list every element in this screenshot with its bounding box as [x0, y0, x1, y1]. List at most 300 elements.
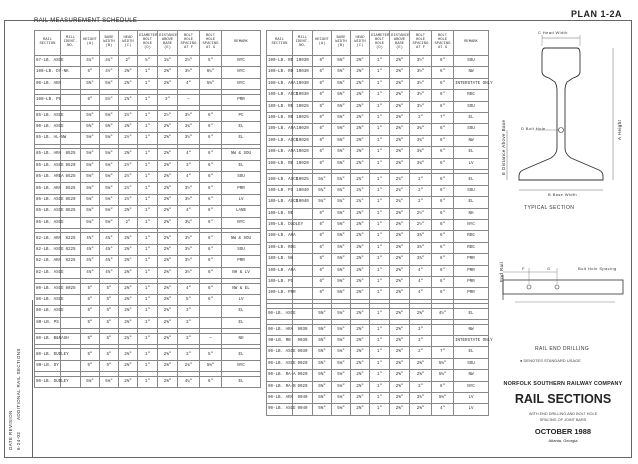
table-cell — [432, 324, 454, 335]
table-cell: 3" — [410, 324, 432, 335]
table-cell: 100-LB. RE — [267, 101, 293, 112]
table-cell: 2⅝" — [119, 78, 138, 89]
table-row — [267, 358, 489, 369]
table-cell: 4¼" — [81, 56, 100, 67]
table-row — [267, 265, 489, 276]
table-cell: 6" — [313, 56, 332, 67]
table-cell: 2⅜" — [119, 349, 138, 360]
table-cell: 1" — [138, 360, 158, 371]
rail-profile — [519, 48, 603, 180]
table-cell: 5⅜" — [332, 78, 351, 89]
table-cell: 1" — [138, 217, 158, 228]
table-cell: 3½" — [178, 233, 200, 244]
table-cell: 80-LB. PS — [35, 317, 61, 328]
table-cell: 2⅝" — [158, 78, 178, 89]
schedule-title: RAIL MEASUREMENT SCHEDULE — [34, 18, 138, 24]
table-cell: 6" — [200, 110, 222, 121]
table-cell: NW — [454, 67, 489, 78]
table-cell: 2⅜" — [119, 244, 138, 255]
table-cell: 5⅛" — [100, 149, 119, 160]
table-cell: 1" — [138, 121, 158, 132]
table-cell: 1" — [138, 233, 158, 244]
table-cell: EL — [222, 306, 261, 317]
table-cell: 2⅝" — [351, 347, 370, 358]
table-cell: 2¾" — [119, 333, 138, 344]
table-cell: 1" — [138, 110, 158, 121]
table-cell: 5⅜" — [332, 90, 351, 101]
table-cell: 5⅜" — [100, 121, 119, 132]
table-cell: 9040 — [293, 404, 313, 415]
table-cell: 1" — [370, 67, 390, 78]
table-cell: 3¾" — [410, 124, 432, 135]
table-cell: 2⅝" — [390, 90, 410, 101]
table-cell: 5" — [81, 349, 100, 360]
table-cell: 1" — [138, 267, 158, 278]
table-cell: 5" — [178, 294, 200, 305]
table-cell: 2⅝" — [351, 208, 370, 219]
table-cell: 5⅝" — [313, 335, 332, 346]
table-cell: 2" — [410, 185, 432, 196]
table-cell: 8225 — [61, 244, 81, 255]
table-cell: 5" — [81, 306, 100, 317]
table-cell: 5⅛" — [81, 160, 100, 171]
table-cell: 90-LB. RB — [267, 335, 293, 346]
table-cell: 100-LB. RB — [267, 112, 293, 123]
table-cell: 8520 — [61, 194, 81, 205]
table-cell: 6" — [432, 276, 454, 287]
table-cell: 2⅝" — [119, 149, 138, 160]
table-cell: 5" — [100, 333, 119, 344]
label-distance-above-base: E Distance Above Base — [501, 119, 506, 175]
table-cell: 6" — [313, 78, 332, 89]
table-cell: 90-LB. ASCE — [267, 404, 293, 415]
table-cell: 100-LB. ARA — [267, 231, 293, 242]
table-cell: 8525 — [61, 149, 81, 160]
table-cell: 6" — [200, 133, 222, 144]
table-cell: 2⅝" — [158, 217, 178, 228]
table-cell: 2¾" — [351, 185, 370, 196]
table-cell: 1" — [138, 283, 158, 294]
table-cell: NW & EL — [222, 283, 261, 294]
table-cell: 6" — [200, 206, 222, 217]
table-cell: 5⅜" — [332, 208, 351, 219]
table-cell: 10025 — [293, 112, 313, 123]
table-cell: 9030 — [293, 335, 313, 346]
table-cell: 1" — [138, 149, 158, 160]
table-cell: EL — [454, 308, 489, 319]
table-cell: 85-LB. ASCE — [35, 217, 61, 228]
table-cell: 2⅜" — [410, 404, 432, 415]
table-cell: 2⅝" — [390, 392, 410, 403]
table-cell: 3½" — [410, 67, 432, 78]
table-row — [267, 208, 489, 219]
table-cell: 5" — [100, 317, 119, 328]
table-cell: 5⅛" — [332, 392, 351, 403]
table-row — [267, 185, 489, 196]
table-cell: 3⅞" — [410, 392, 432, 403]
column-header: DISTANCE ABOVE BASE (E) — [390, 31, 410, 56]
table-cell: 6" — [200, 149, 222, 160]
table-cell: 5" — [81, 333, 100, 344]
table-cell: 6" — [200, 376, 222, 387]
table-cell: 85-LB. AL-NW — [35, 133, 61, 144]
table-cell: 5½" — [100, 94, 119, 105]
column-header: REMARK — [454, 31, 489, 56]
table-cell: 6" — [200, 233, 222, 244]
table-cell — [61, 94, 81, 105]
table-cell: 2⅝" — [351, 242, 370, 253]
table-cell: 80-LB. ASCE — [35, 306, 61, 317]
table-cell: 5⅛" — [100, 217, 119, 228]
table-cell: 5" — [100, 349, 119, 360]
table-row — [35, 306, 261, 317]
table-cell: 2⅜" — [158, 360, 178, 371]
table-cell: 100-LB. ARA — [267, 265, 293, 276]
table-cell: 2⅝" — [158, 121, 178, 132]
table-cell: 2⅜" — [119, 267, 138, 278]
rail-end-drilling-figure — [495, 250, 625, 340]
table-cell: 85-LB. ASCE — [35, 206, 61, 217]
table-cell: NYC — [222, 56, 261, 67]
table-cell: 2⅝" — [390, 254, 410, 265]
table-cell: 2⅝" — [390, 124, 410, 135]
table-cell: 1" — [138, 256, 158, 267]
table-cell: 1" — [138, 160, 158, 171]
table-cell: 2⅝" — [390, 276, 410, 287]
table-cell: 2¾" — [390, 185, 410, 196]
table-cell: 2⅝" — [390, 112, 410, 123]
table-row — [267, 308, 489, 319]
table-cell: 90-LB. ARA — [35, 78, 61, 89]
table-cell: 6" — [313, 67, 332, 78]
table-cell: 5" — [200, 349, 222, 360]
table-cell: 2½" — [119, 172, 138, 183]
table-row — [35, 149, 261, 160]
table-cell: EL — [222, 349, 261, 360]
table-cell: 5⅝" — [313, 347, 332, 358]
label-f: F — [522, 266, 525, 271]
table-row — [35, 233, 261, 244]
table-cell: 5⅛" — [100, 78, 119, 89]
table-cell: 9040 — [293, 392, 313, 403]
table-cell: 10030 — [293, 56, 313, 67]
label-bolt-hole: D Bolt Hole — [521, 126, 546, 131]
table-cell: 85-LB. ASCE — [35, 110, 61, 121]
table-cell: 5⅛" — [81, 206, 100, 217]
table-cell: 10020 — [293, 124, 313, 135]
table-cell: 3½" — [178, 67, 200, 78]
table-cell: 9030 — [293, 347, 313, 358]
table-row — [267, 381, 489, 392]
table-cell: 5⅛" — [332, 370, 351, 381]
table-row — [35, 376, 261, 387]
table-cell: EL — [454, 347, 489, 358]
table-cell: 5⅜" — [332, 276, 351, 287]
table-cell — [200, 94, 222, 105]
label-g: G — [547, 266, 551, 271]
table-row — [35, 217, 261, 228]
table-cell: PC — [222, 110, 261, 121]
table-cell: 5⅝" — [313, 381, 332, 392]
table-cell: 5" — [81, 317, 100, 328]
table-cell: 3" — [158, 94, 178, 105]
table-cell: 5⅜" — [332, 265, 351, 276]
table-cell: 100-LB. PS — [35, 94, 61, 105]
table-row — [35, 56, 261, 67]
table-cell: 1¾" — [158, 56, 178, 67]
table-cell: 2⅝" — [158, 149, 178, 160]
table-cell — [293, 276, 313, 287]
table-cell: 4⅞" — [81, 267, 100, 278]
table-cell: 82-LB. ASCE — [35, 244, 61, 255]
table-cell: 2½" — [119, 183, 138, 194]
table-cell: 2⅝" — [351, 112, 370, 123]
table-cell: 1" — [370, 404, 390, 415]
table-cell: 5" — [200, 56, 222, 67]
table-cell: 2¾" — [351, 197, 370, 208]
table-cell: 5⅛" — [200, 78, 222, 89]
table-cell: 2¾" — [178, 360, 200, 371]
table-cell: 5" — [81, 294, 100, 305]
table-cell: 5⅛" — [100, 160, 119, 171]
schedule-header-row — [35, 31, 261, 56]
table-cell: 90-LB. ASCE — [267, 358, 293, 369]
table-cell: PRR — [454, 265, 489, 276]
table-cell: NW — [454, 135, 489, 146]
table-cell: 5⅜" — [332, 56, 351, 67]
table-cell: 6" — [313, 147, 332, 158]
table-cell: 4⅞" — [100, 233, 119, 244]
table-cell: LANE — [222, 206, 261, 217]
table-cell: 5⅜" — [332, 288, 351, 299]
table-cell: 2" — [119, 217, 138, 228]
table-cell: 1" — [138, 206, 158, 217]
table-cell: 5" — [100, 306, 119, 317]
table-cell: NYC — [222, 78, 261, 89]
table-row — [267, 370, 489, 381]
table-cell: 2¾" — [390, 174, 410, 185]
table-cell: 2⅝" — [158, 172, 178, 183]
table-cell: 85-LB. ASCE — [35, 194, 61, 205]
table-cell: RDG — [454, 90, 489, 101]
table-cell: 85-LB. AREA — [35, 172, 61, 183]
table-cell: 2⅝" — [390, 147, 410, 158]
table-cell: 2⅝" — [351, 56, 370, 67]
table-cell: 1" — [138, 183, 158, 194]
table-cell: 2⅝" — [158, 206, 178, 217]
table-cell: 1" — [370, 101, 390, 112]
table-cell: 5⅜" — [332, 219, 351, 230]
table-cell: 2⅝" — [390, 135, 410, 146]
table-cell: 1" — [370, 185, 390, 196]
table-cell: 5⅛" — [100, 194, 119, 205]
table-cell: 2½" — [119, 133, 138, 144]
revision-header: DATE REVISION — [8, 410, 13, 450]
document-city: Atlanta, Georgia — [548, 438, 578, 443]
column-header: DIAMETER BOLT HOLE (D) — [138, 31, 158, 56]
table-cell: 100-LB. RE — [267, 158, 293, 169]
table-cell: 5⅜" — [332, 147, 351, 158]
table-cell: 2⅝" — [158, 133, 178, 144]
table-cell: 6" — [313, 276, 332, 287]
schedule-body-right — [267, 56, 493, 416]
column-header: BASE WIDTH (B) — [100, 31, 119, 56]
table-cell: 1" — [138, 333, 158, 344]
table-row — [35, 256, 261, 267]
table-cell: 10020 — [293, 147, 313, 158]
table-cell: 3½" — [178, 183, 200, 194]
table-cell: 2⅝" — [351, 335, 370, 346]
table-cell: 10030 — [293, 67, 313, 78]
table-cell: 3½" — [178, 256, 200, 267]
table-cell: 2⅝" — [119, 67, 138, 78]
column-header: REMARK — [222, 31, 261, 56]
table-cell: 2" — [119, 56, 138, 67]
table-cell: 5⅛" — [432, 370, 454, 381]
table-row — [267, 147, 489, 158]
document-title: RAIL SECTIONS — [514, 392, 612, 406]
table-cell: 2⅜" — [158, 256, 178, 267]
table-cell: 5¾" — [313, 185, 332, 196]
rail-schedule-right — [266, 30, 493, 416]
table-row — [267, 67, 489, 78]
table-row — [35, 349, 261, 360]
table-cell: 6" — [200, 283, 222, 294]
table-cell: 5" — [100, 294, 119, 305]
table-cell: 3¾" — [410, 147, 432, 158]
table-cell: 6" — [200, 244, 222, 255]
table-row — [35, 206, 261, 217]
table-cell: 5⅛" — [332, 404, 351, 415]
table-row — [267, 158, 489, 169]
table-cell: 2⅝" — [351, 101, 370, 112]
table-cell: 1" — [370, 147, 390, 158]
table-cell: 6" — [432, 208, 454, 219]
table-cell: 5⅝" — [313, 308, 332, 319]
table-row — [267, 56, 489, 67]
table-row — [35, 283, 261, 294]
table-cell: 2⅝" — [351, 288, 370, 299]
table-cell: 82-LB. ARA — [35, 256, 61, 267]
table-cell: 2⅝" — [158, 194, 178, 205]
table-cell: 2⅝" — [390, 242, 410, 253]
table-cell: 6" — [432, 101, 454, 112]
table-cell: 1" — [370, 112, 390, 123]
table-cell: 1" — [138, 94, 158, 105]
table-cell: 4¼" — [178, 376, 200, 387]
table-cell: 1" — [138, 244, 158, 255]
table-cell: 5⅛" — [200, 360, 222, 371]
table-cell — [432, 335, 454, 346]
table-cell: 6" — [200, 294, 222, 305]
table-cell: 9020 — [293, 358, 313, 369]
column-header: BASE WIDTH (B) — [332, 31, 351, 56]
label-head-width: C Head Width — [538, 30, 568, 35]
table-cell: 90-LB. RA-B — [267, 381, 293, 392]
table-row — [267, 135, 489, 146]
table-cell: 100-LB. ASCE — [267, 135, 293, 146]
table-cell — [61, 78, 81, 89]
table-cell: 2⅜" — [119, 306, 138, 317]
table-cell: 100-LB. DUDLEY — [267, 219, 293, 230]
table-cell: 2¾" — [351, 174, 370, 185]
table-row — [35, 294, 261, 305]
table-cell: NYC — [454, 381, 489, 392]
table-cell: 5⅛" — [81, 376, 100, 387]
schedule-body-left — [35, 56, 261, 388]
table-cell: 1" — [138, 78, 158, 89]
table-cell: 85-LB. ASCE — [35, 160, 61, 171]
table-cell: EL — [222, 133, 261, 144]
table-cell: 5⅛" — [332, 335, 351, 346]
table-cell: 90-LB. ASCE — [267, 347, 293, 358]
table-cell: NH & LV — [222, 267, 261, 278]
table-cell: 2⅜" — [119, 317, 138, 328]
table-cell: 8025 — [61, 283, 81, 294]
table-row — [35, 183, 261, 194]
table-cell: 1" — [370, 347, 390, 358]
table-cell: 6" — [313, 208, 332, 219]
table-cell: 1" — [138, 349, 158, 360]
table-cell: 5⅜" — [332, 67, 351, 78]
table-cell: 80-LB. DY — [35, 360, 61, 371]
table-cell: 6" — [313, 288, 332, 299]
table-cell: 1" — [370, 324, 390, 335]
table-cell: 5" — [81, 283, 100, 294]
table-cell: 5⅛" — [332, 358, 351, 369]
table-cell: 2⅝" — [390, 56, 410, 67]
table-cell: 5⅛" — [100, 206, 119, 217]
table-cell: 2⅝" — [351, 381, 370, 392]
table-cell: — — [178, 94, 200, 105]
table-cell: 1" — [370, 78, 390, 89]
table-row — [35, 94, 261, 105]
table-cell: 3½" — [178, 267, 200, 278]
table-cell: 5" — [81, 67, 100, 78]
table-cell: 2⅝" — [390, 67, 410, 78]
table-cell: 3⅞" — [410, 254, 432, 265]
rail-end-drilling-caption: RAIL END DRILLING — [535, 346, 590, 352]
table-row — [267, 335, 489, 346]
table-row — [267, 78, 489, 89]
label-bolt-hole-spacing: Bolt Hole Spacing — [578, 266, 617, 271]
table-cell: 6" — [81, 94, 100, 105]
table-cell: LV — [454, 404, 489, 415]
table-cell: 5⅛" — [100, 183, 119, 194]
table-row — [35, 244, 261, 255]
table-cell: 6" — [432, 219, 454, 230]
table-cell: 5⅝" — [313, 370, 332, 381]
table-cell: 5⅛" — [100, 110, 119, 121]
table-cell: EL — [454, 197, 489, 208]
table-cell: 2⅜" — [410, 308, 432, 319]
table-cell: PRR — [222, 183, 261, 194]
table-cell: EL — [222, 376, 261, 387]
table-cell: 8525 — [61, 183, 81, 194]
table-cell: 5" — [100, 360, 119, 371]
table-cell: 2½" — [119, 194, 138, 205]
column-header: MILL IDENT. NO. — [61, 31, 81, 56]
table-cell: 4" — [178, 172, 200, 183]
table-cell: 5⅛" — [332, 308, 351, 319]
table-cell: SOU — [454, 185, 489, 196]
revision-date: 6-24-02 — [16, 431, 21, 450]
table-cell: 5⅝" — [81, 78, 100, 89]
table-cell: 2⅜" — [158, 317, 178, 328]
table-cell: 100-LB. ARA — [267, 147, 293, 158]
rail-schedule-left — [34, 30, 261, 388]
table-cell: 5⅝" — [313, 358, 332, 369]
